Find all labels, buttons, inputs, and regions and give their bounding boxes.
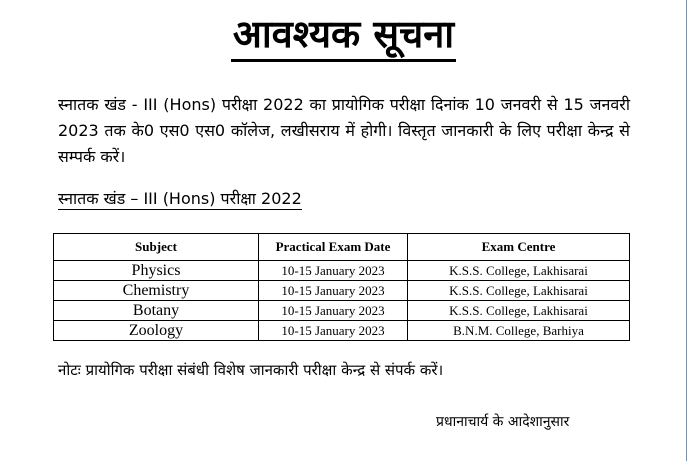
notice-title-text: आवश्यक सूचना	[231, 9, 456, 62]
cell-subject: Zoology	[54, 321, 259, 341]
notice-intro-paragraph: स्नातक खंड - III (Hons) परीक्षा 2022 का प्रायोगिक परीक्षा दिनांक 10 जनवरी से 15 जनवरी 2023 तक के0 एस0 एस0 कॉलेज, लखीसराय में होगी। विस्तृत जानकारी के लिए परीक्षा केन्द्र से सम्पर्क करें।	[58, 95, 630, 166]
cell-date: 10-15 January 2023	[259, 281, 408, 301]
cell-centre: K.S.S. College, Lakhisarai	[408, 261, 630, 281]
cell-centre: B.N.M. College, Barhiya	[408, 321, 630, 341]
header-practical-exam-date: Practical Exam Date	[259, 234, 408, 261]
cell-subject: Botany	[54, 301, 259, 321]
section-heading-text: स्नातक खंड – III (Hons) परीक्षा 2022	[58, 189, 302, 208]
cell-subject: Chemistry	[54, 281, 259, 301]
table-row	[54, 301, 630, 321]
table-header-row	[54, 234, 630, 261]
cell-centre: K.S.S. College, Lakhisarai	[408, 281, 630, 301]
cell-date: 10-15 January 2023	[259, 301, 408, 321]
section-heading	[58, 187, 302, 211]
cell-date: 10-15 January 2023	[259, 261, 408, 281]
cell-date: 10-15 January 2023	[259, 321, 408, 341]
signature-line: प्रधानाचार्य के आदेशानुसार	[436, 414, 570, 430]
exam-schedule-table	[53, 233, 630, 341]
note-text: नोटः प्रायोगिक परीक्षा संबंधी विशेष जानकारी परीक्षा केन्द्र से संपर्क करें।	[58, 361, 444, 379]
cell-subject: Physics	[54, 261, 259, 281]
cell-centre: K.S.S. College, Lakhisarai	[408, 301, 630, 321]
header-exam-centre: Exam Centre	[408, 234, 630, 261]
notice-title	[0, 8, 687, 62]
table-row	[54, 321, 630, 341]
table-row	[54, 261, 630, 281]
table-row	[54, 281, 630, 301]
header-subject: Subject	[54, 234, 259, 261]
